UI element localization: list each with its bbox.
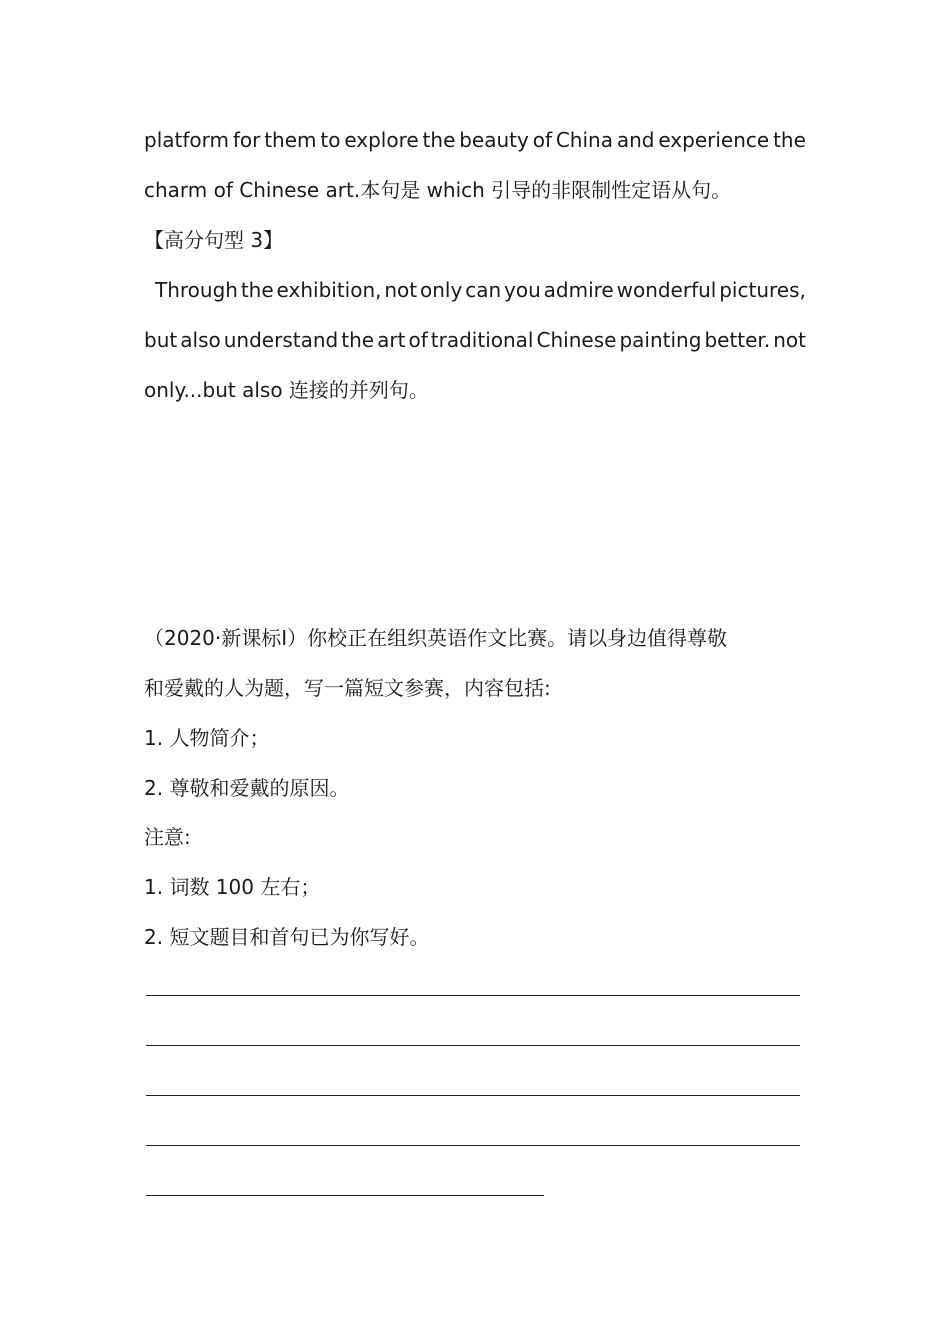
- paragraph-line: [144, 126, 806, 154]
- answer-line[interactable]: [146, 1195, 544, 1196]
- task-prompt-line: （2020·新课标Ⅰ）你校正在组织英语作文比赛。请以身边值得尊敬: [144, 626, 728, 650]
- answer-line[interactable]: [146, 1145, 800, 1146]
- word: better.: [704, 328, 771, 352]
- word: the: [422, 128, 456, 152]
- word: not: [384, 278, 418, 302]
- word: to: [320, 128, 341, 152]
- paragraph-line: [144, 326, 806, 354]
- word: exhibition,: [276, 278, 382, 302]
- word: you: [504, 278, 541, 302]
- word: Through: [155, 278, 238, 302]
- answer-line[interactable]: [146, 1045, 800, 1046]
- note-item: 2. 短文题目和首句已为你写好。: [144, 925, 430, 949]
- word: China: [555, 128, 613, 152]
- word: Chinese: [536, 328, 617, 352]
- word: painting: [619, 328, 702, 352]
- word: platform: [144, 128, 229, 152]
- word: them: [264, 128, 317, 152]
- word: wonderful: [616, 278, 717, 302]
- note-item: 1. 词数 100 左右；: [144, 875, 321, 899]
- task-prompt-line: 和爱戴的人为题，写一篇短文参赛，内容包括:: [144, 676, 551, 700]
- word: for: [232, 128, 261, 152]
- word: understand: [223, 328, 339, 352]
- paragraph-line: only...but also 连接的并列句。: [144, 378, 429, 402]
- answer-line[interactable]: [146, 995, 800, 996]
- task-content-item: 2. 尊敬和爱戴的原因。: [144, 776, 350, 800]
- word: the: [773, 128, 806, 152]
- word: admire: [543, 278, 614, 302]
- word: beauty: [459, 128, 529, 152]
- word: the: [240, 278, 274, 302]
- paragraph-line: [155, 276, 806, 304]
- word: explore: [344, 128, 419, 152]
- paragraph-line: charm of Chinese art.本句是 which 引导的非限制性定语从句。: [144, 178, 732, 202]
- word: traditional: [430, 328, 534, 352]
- word: of: [408, 328, 428, 352]
- section-heading: 【高分句型 3】: [144, 228, 284, 252]
- word: but: [144, 328, 178, 352]
- task-content-item: 1. 人物简介；: [144, 726, 270, 750]
- word: art: [377, 328, 406, 352]
- word: the: [341, 328, 375, 352]
- word: can: [465, 278, 502, 302]
- note-label: 注意:: [144, 825, 191, 849]
- word: and: [616, 128, 655, 152]
- word: also: [180, 328, 221, 352]
- word: pictures,: [719, 278, 806, 302]
- word: only: [420, 278, 463, 302]
- word: not: [773, 328, 806, 352]
- word: of: [532, 128, 552, 152]
- answer-line[interactable]: [146, 1095, 800, 1096]
- word: experience: [658, 128, 770, 152]
